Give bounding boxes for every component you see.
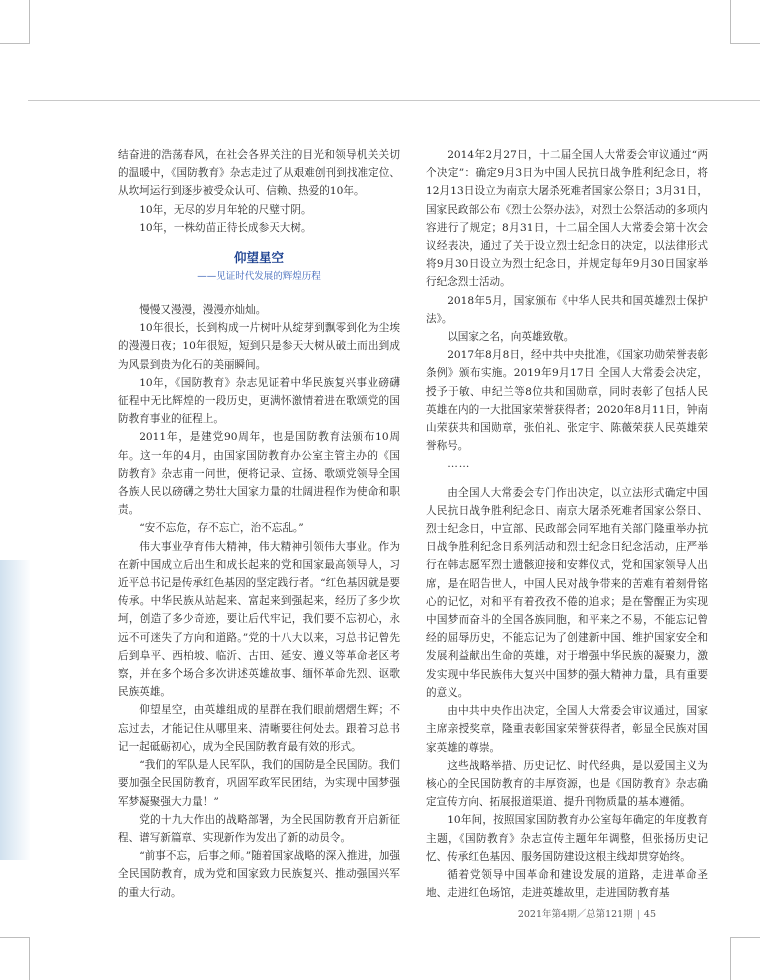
paragraph: 慢慢又漫漫，漫漫亦灿灿。 [139,304,267,317]
ellipsis: …… [447,458,471,471]
paragraph: 2017年8月8日，经中共中央批准，《国家功勋荣誉表彰条例》颁布实施。2019年9月17日 全国人大常委会决定，授予于敏、申纪兰等8位共和国勋章，同时表彰了包括人民英雄在内的一大批国家荣誉获得者；2020年8月11日，钟南山荣获共和国勋章，张伯礼、张定宇、陈薇荣获人民英雄荣誉称号。 [426,349,708,453]
paragraph: 循着党领导中国革命和建设发展的道路，走进革命圣地、走进红色场馆，走进英雄故里，走进国防教育基 [426,868,708,900]
footer-separator: | [636,909,640,920]
section-title: 仰望星空 [233,250,284,266]
issue-info: 2021年第4期／总第121期 [517,909,633,920]
page-footer [518,906,656,920]
paragraph: 这些战略举措、历史记忆、时代经典，是以爱国主义为核心的全民国防教育的丰厚资源，也是《国防教育》杂志确定宣传方向、拓展报道渠道、提升刊物质量的基本遵循。 [426,759,708,809]
crop-mark [0,43,30,44]
paragraph: 由全国人大常委会专门作出决定，以立法形式确定中国人民抗日战争胜利纪念日、南京大屠杀死难者国家公祭日、烈士纪念日，中宣部、民政部会同军地有关部门隆重举办抗日战争胜利纪念日系列活动和烈士纪念日纪念活动，庄严举行在韩志愿军烈士遗骸迎接和安葬仪式，党和国家领导人出席，是在昭告世人，中国人民对战争带来的苦难有着刻骨铭心的记忆，对和平有着孜孜不倦的追求；是在警醒正为实现中国梦而奋斗的全国各族同胞，和平来之不易，不能忘记曾经的屈辱历史，不能忘记为了创建新中国、维护国家安全和发展利益献出生命的英雄，对于增强中华民族的凝聚力，激发实现中华民族伟大复兴中国梦的强大精神力量，具有重要的意义。 [426,486,708,699]
crop-mark [730,937,731,980]
header-rule [28,100,760,101]
crop-mark [0,937,30,938]
paragraph: 10年很长，长到构成一片树叶从绽芽到飘零到化为尘埃的漫漫日夜；10年很短，短到只是参天大树从破土而出到成为风景到贵为化石的美丽瞬间。 [118,322,400,371]
paragraph: “我们的军队是人民军队，我们的国防是全民国防。我们要加强全民国防教育，巩固军政军民团结，为实现中国梦强军梦凝聚强大力量！” [118,759,400,808]
crop-mark [29,937,30,980]
paragraph: 10年，一株幼苗正待长成参天大树。 [139,221,312,234]
section-subtitle: ——见证时代发展的辉煌历程 [197,271,321,283]
paragraph: 10年间，按照国家国防教育办公室每年确定的年度教育主题，《国防教育》杂志宣传主题年年调整，但张扬历史记忆、传承红色基因、服务国防建设这根主线却贯穿始终。 [426,814,708,863]
paragraph: 10年，《国防教育》杂志见证着中华民族复兴事业磅礴征程中无比辉煌的一段历史，更满怀激情着进在歌颂党的国防教育事业的征程上。 [118,376,400,426]
crop-mark [29,0,30,44]
left-column [118,146,400,902]
paragraph: 仰望星空，由英雄组成的星群在我们眼前熠熠生辉；不忘过去，才能记住从哪里来、清晰要往何处去。跟着习总书记一起砥砺初心，成为全民国防教育最有效的形式。 [118,704,400,753]
paragraph: 伟大事业孕育伟大精神，伟大精神引领伟大事业。作为在新中国成立后出生和成长起来的党和国家最高领导人，习近平总书记是传承红色基因的坚定践行者。“红色基因就是要传承。中华民族从站起来、富起来到强起来，经历了多少坎坷，创造了多少奇迹，要让后代牢记，我们要不忘初心，永远不可迷失了方向和道路。”党的十八大以来，习总书记曾先后到阜平、西柏坡、临沂、古田、延安、遵义等革命老区考察，并在多个场合多次讲述英雄故事、缅怀革命先烈、讴歌民族英雄。 [118,540,400,699]
crop-mark [730,937,760,938]
decorative-edge-image [0,560,30,860]
section-heading [118,249,400,285]
paragraph: 以国家之名，向英雄致敬。 [447,331,575,344]
paragraph: 2011年，是建党90周年，也是国防教育法颁布10周年。这一年的4月，由国家国防教育办公室主管主办的《国防教育》杂志甫一问世，便将记录、宣扬、歌颂党领导全国各族人民以磅礴之势壮大国家力量的壮阔进程作为使命和职责。 [118,431,400,517]
paragraph: 结奋进的浩荡春风，在社会各界关注的目光和领导机关关切的温暖中，《国防教育》杂志走过了从艰难创刊到找准定位、从坎坷运行到逐步被受众认可、信赖、热爱的10年。 [118,149,400,198]
paragraph: 党的十九大作出的战略部署，为全民国防教育开启新征程、谱写新篇章、实现新作为发出了新的动员令。 [118,813,400,844]
paragraph: “前事不忘，后事之师。”随着国家战略的深入推进，加强全民国防教育，成为党和国家致力民族复兴、推动强国兴军的重大行动。 [118,850,400,899]
paragraph: 10年，无尽的岁月年轮的尺璧寸阴。 [139,203,312,216]
paragraph: 由中共中央作出决定，全国人大常委会审议通过，国家主席亲授奖章，隆重表彰国家荣誉获得者，彰显全民族对国家英雄的尊崇。 [426,705,708,754]
paragraph: “安不忘危，存不忘亡，治不忘乱。” [139,522,304,535]
paragraph: 2018年5月，国家颁布《中华人民共和国英雄烈士保护法》。 [426,294,708,325]
crop-mark [730,0,731,44]
right-column [426,146,708,902]
page-number: 45 [643,909,656,920]
paragraph: 2014年2月27日，十二届全国人大常委会审议通过“两个决定”：确定9月3日为中国人民抗日战争胜利纪念日，将12月13日设立为南京大屠杀死难者国家公祭日；3月31日，国家民政部公布《烈士公祭办法》，对烈士公祭活动的多项内容进行了规定；8月31日，十二届全国人大常委会第十次会议经表决，通过了关于设立烈士纪念日的决定，以法律形式将9月30日设立为烈士纪念日，并规定每年9月30日国家举行纪念烈士活动。 [426,149,708,289]
crop-mark [730,43,760,44]
